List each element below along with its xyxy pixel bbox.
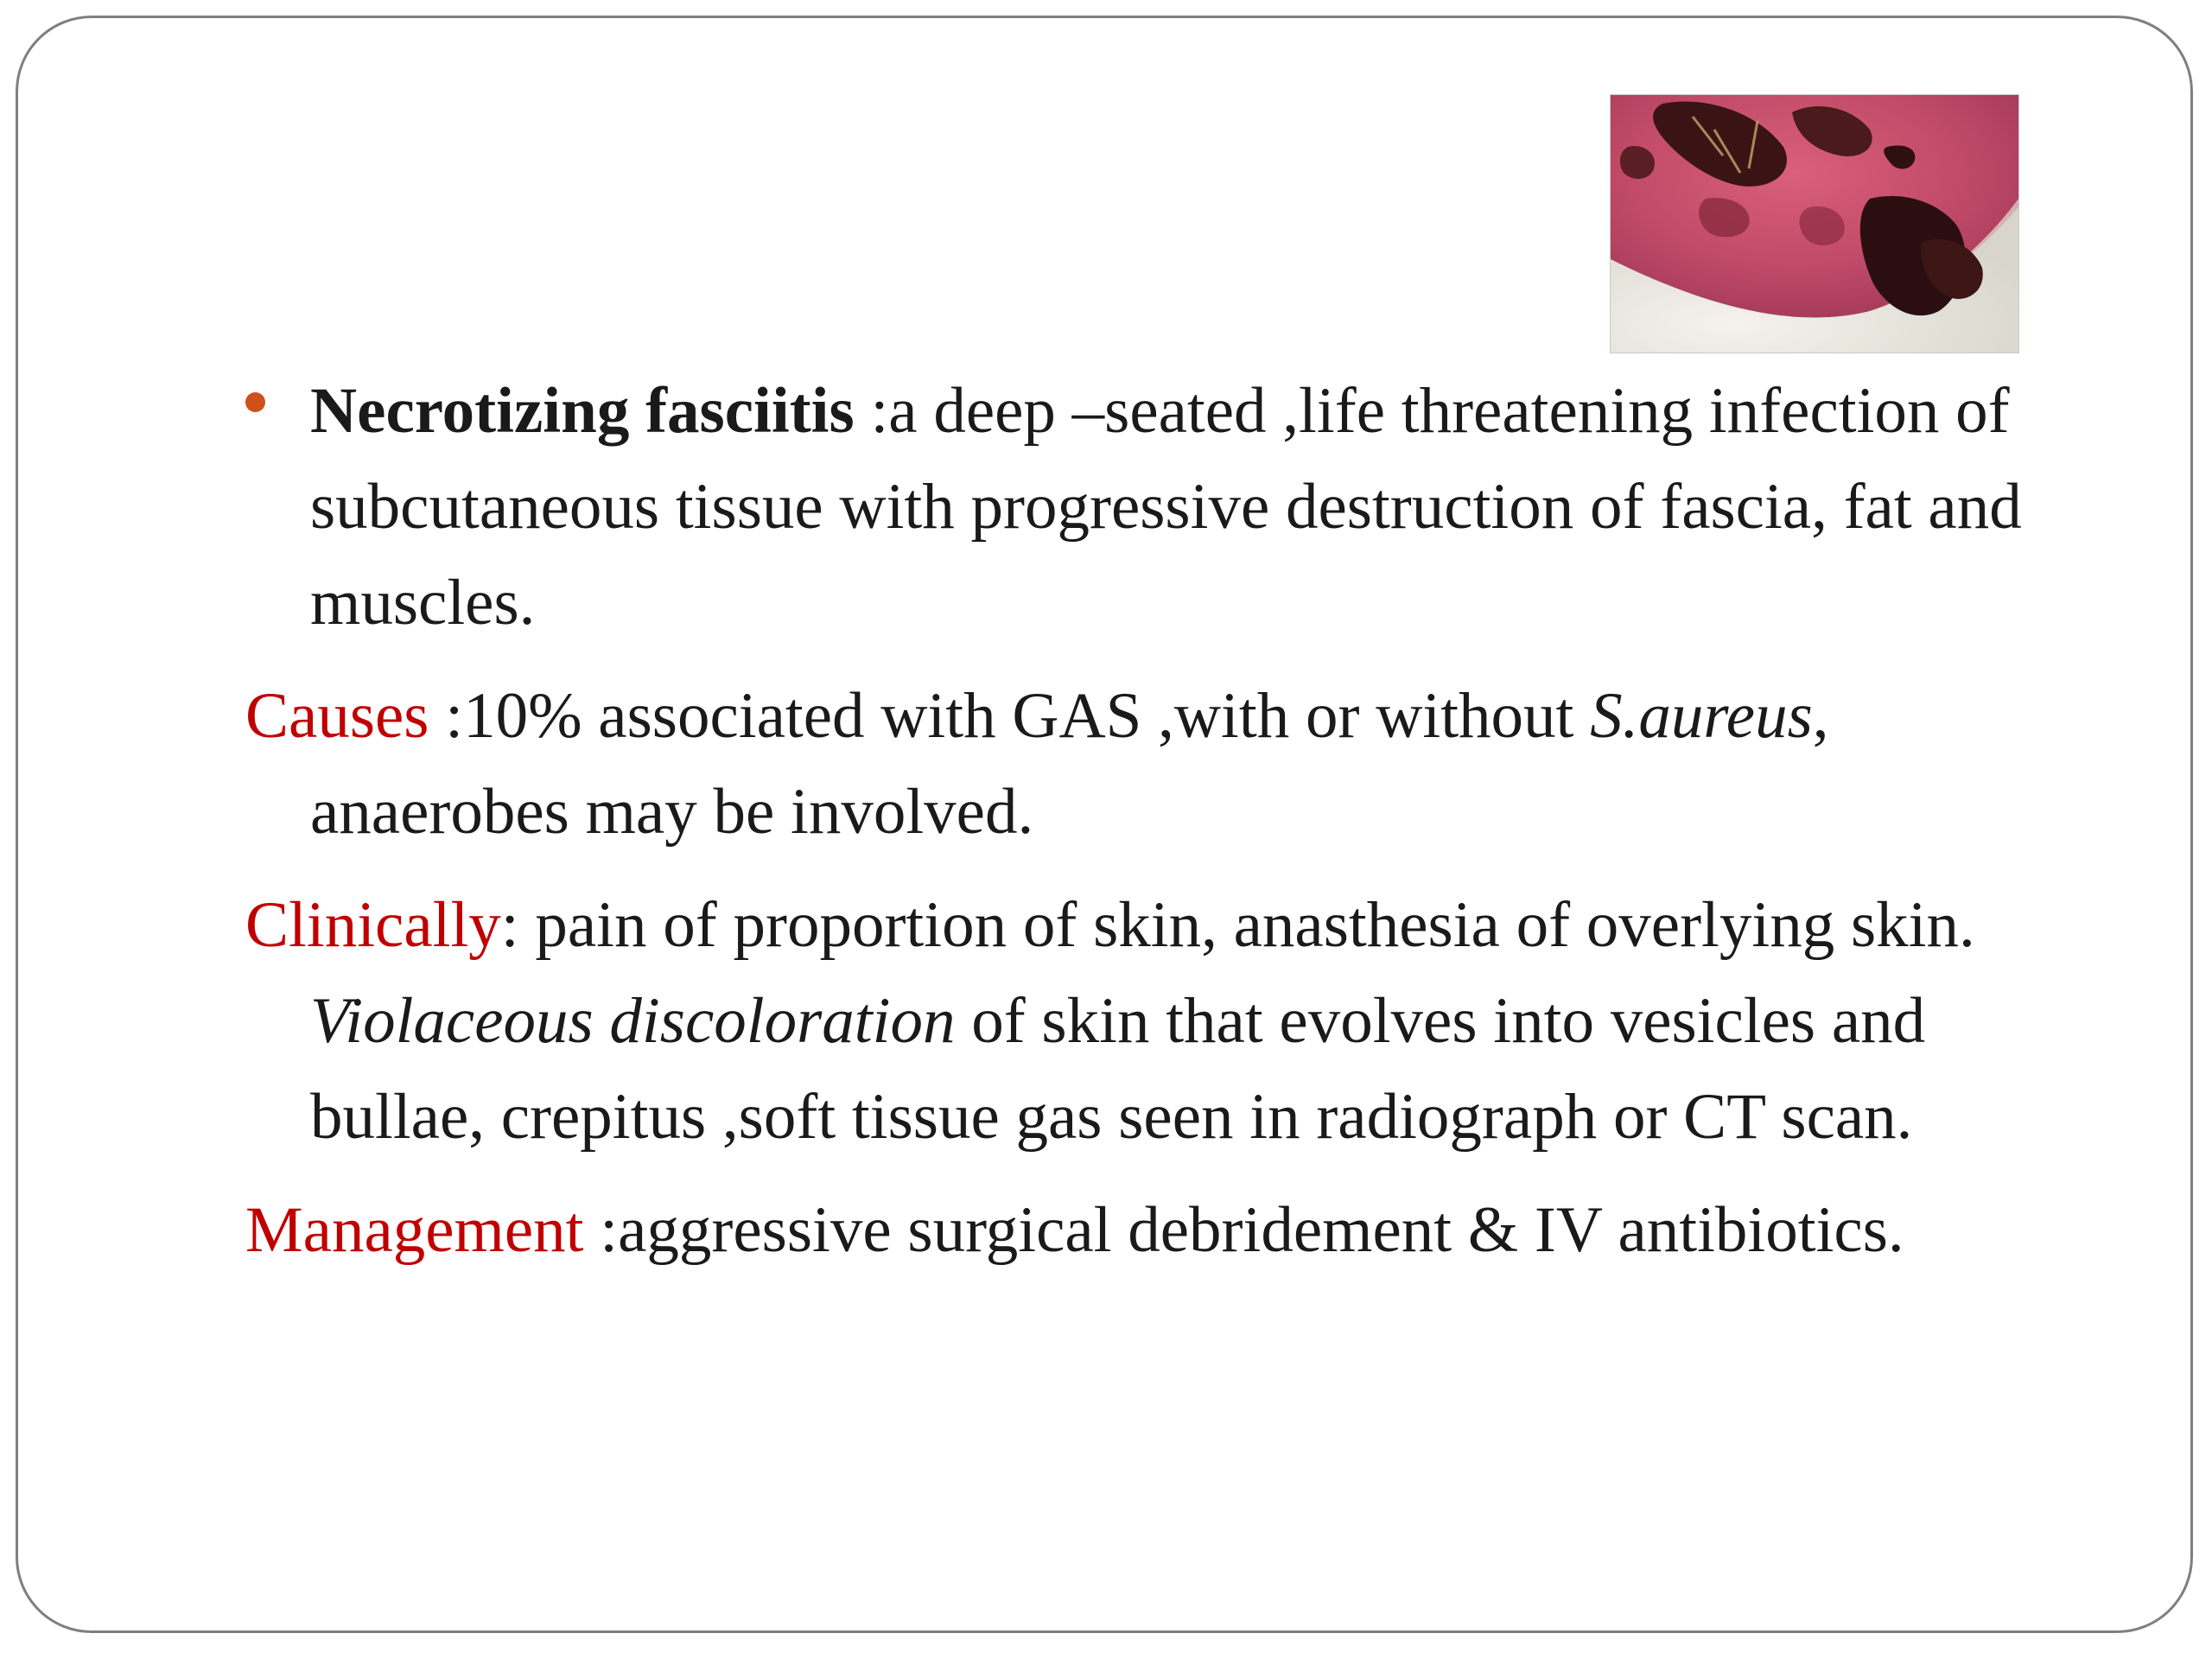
lesion-photo bbox=[1610, 94, 2019, 353]
lesion-photo-image bbox=[1611, 95, 2018, 353]
causes-text-after: , anaerobes may be involved. bbox=[310, 680, 1829, 848]
bullet-icon bbox=[245, 392, 265, 412]
causes-label: Causes bbox=[245, 680, 429, 752]
clinically-paragraph bbox=[245, 877, 2094, 1165]
definition-paragraph bbox=[245, 363, 2094, 651]
management-label: Management bbox=[245, 1194, 584, 1266]
management-paragraph bbox=[245, 1182, 2094, 1278]
term-necrotizing-fasciitis: Necrotizing fasciitis bbox=[310, 375, 855, 447]
causes-organism: S.aureus bbox=[1590, 680, 1813, 752]
clinically-text-before: : pain of proportion of skin, anasthesia of overlying skin. bbox=[500, 889, 1975, 961]
clinically-label: Clinically bbox=[245, 889, 501, 961]
management-text: :aggressive surgical debridement & IV antibiotics. bbox=[583, 1194, 1904, 1266]
slide-body bbox=[245, 363, 2094, 1295]
causes-paragraph bbox=[245, 668, 2094, 860]
causes-text-before: :10% associated with GAS ,with or without bbox=[429, 680, 1591, 752]
clinically-text-after: of skin that evolves into vesicles and bullae, crepitus ,soft tissue gas seen in radiograph or CT scan. bbox=[310, 985, 1926, 1153]
clinically-emphasis: Violaceous discoloration bbox=[310, 985, 956, 1057]
definition-text: :a deep –seated ,life threatening infection of subcutaneous tissue with progressive destruction of fascia, fat and muscles. bbox=[310, 375, 2022, 639]
